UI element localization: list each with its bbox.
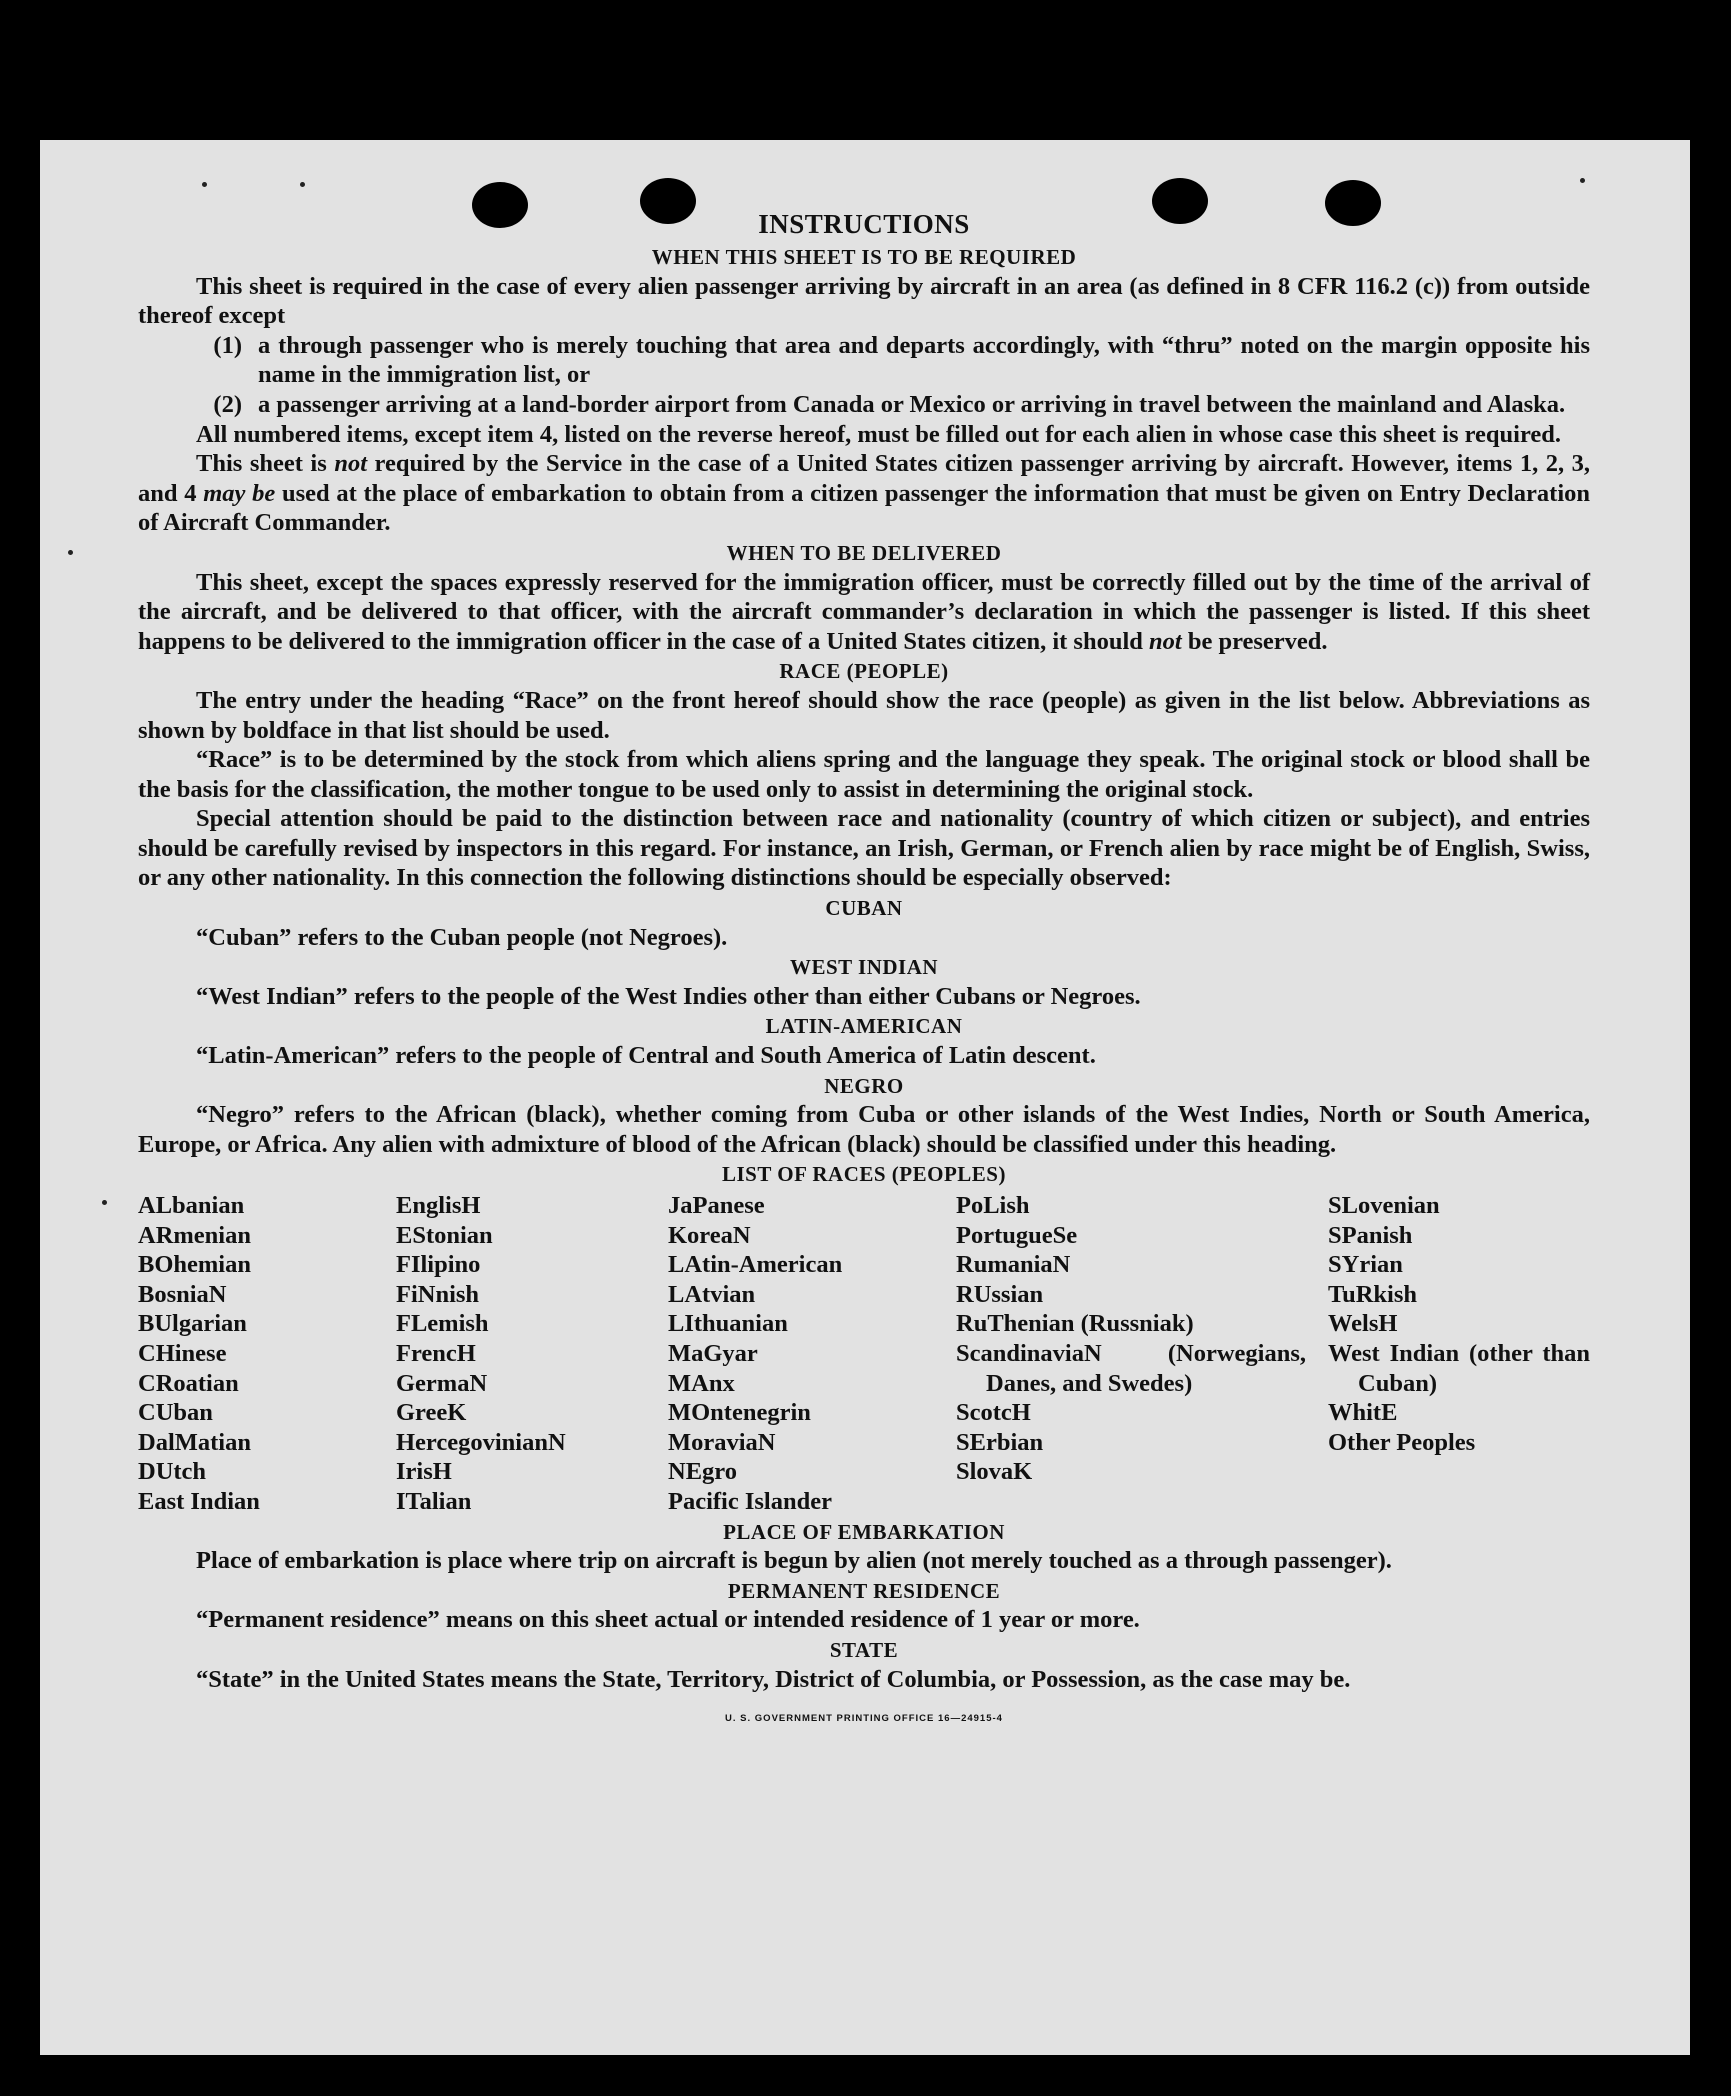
race-item: DalMatian	[138, 1428, 251, 1456]
speck	[1580, 178, 1585, 183]
race-item: PoLish	[956, 1192, 1030, 1219]
race-item: JaPanese	[668, 1192, 765, 1219]
race-item: ALbanian	[138, 1192, 245, 1219]
exception-item	[138, 331, 1590, 390]
paragraph: “Cuban” refers to the Cuban people (not Negroes).	[196, 923, 728, 951]
section-heading: LIST OF RACES (PEOPLES)	[722, 1162, 1006, 1187]
race-column	[1328, 1191, 1590, 1517]
race-item: RuThenian (Russniak)	[956, 1310, 1194, 1338]
section-heading: LATIN-AMERICAN	[765, 1014, 963, 1039]
paragraph: “Permanent residence” means on this sheet actual or intended residence of 1 year or more.	[196, 1606, 1140, 1634]
paragraph: Special attention should be paid to the distinction between race and nationality (country of which citizen or subject), and entries should be carefully revised by inspectors in this regard. For instance, an Irish, German, or French alien by race might be of English, Swiss, or any other nationality. In this connection the following distinctions should be especially observed:	[138, 805, 1590, 892]
race-item: ScandinaviaN (Norwegians, Danes, and Swedes)	[956, 1339, 1306, 1397]
race-item: CUban	[138, 1399, 213, 1427]
race-item: FIlipino	[396, 1251, 481, 1279]
race-item: CHinese	[138, 1339, 227, 1367]
race-item: HercegovinianN	[396, 1428, 566, 1456]
section-heading: WHEN THIS SHEET IS TO BE REQUIRED	[651, 245, 1077, 269]
race-item: SLovenian	[1328, 1192, 1440, 1219]
section-heading: PERMANENT RESIDENCE	[727, 1578, 1001, 1603]
race-item: EnglisH	[396, 1192, 481, 1219]
race-item: East Indian	[138, 1487, 260, 1515]
section-heading: NEGRO	[824, 1073, 904, 1098]
section-heading: CUBAN	[825, 896, 903, 921]
race-item: WelsH	[1328, 1310, 1398, 1338]
paragraph: The entry under the heading “Race” on the front hereof should show the race (people) as given in the list below. Abbreviations as shown by boldface in that list should be used.	[138, 686, 1590, 744]
instructions-content	[138, 206, 1590, 1734]
document-sheet	[40, 140, 1690, 2055]
race-item: GreeK	[396, 1399, 467, 1427]
paragraph: “West Indian” refers to the people of the West Indies other than either Cubans or Negroes.	[196, 982, 1141, 1010]
race-item: SErbian	[956, 1428, 1044, 1456]
race-item: DUtch	[138, 1458, 207, 1486]
race-list	[138, 1191, 1590, 1517]
printer-imprint: U. S. GOVERNMENT PRINTING OFFICE 16—24915-4	[725, 1713, 1003, 1725]
race-item: MoraviaN	[668, 1428, 776, 1456]
race-item: FrencH	[396, 1339, 476, 1367]
race-item: West Indian (other than Cuban)	[1328, 1339, 1590, 1397]
race-item: RumaniaN	[956, 1251, 1071, 1279]
race-item: GermaN	[396, 1369, 488, 1397]
race-item: TuRkish	[1328, 1280, 1418, 1308]
paragraph: This sheet is required in the case of every alien passenger arriving by aircraft in an area (as defined in 8 CFR 116.2 (c)) from outside thereof except	[138, 272, 1590, 330]
speck	[102, 1200, 107, 1205]
race-item: Pacific Islander	[668, 1487, 832, 1515]
section-heading: WEST INDIAN	[789, 955, 939, 980]
race-item: LIthuanian	[668, 1310, 788, 1338]
race-item: BOhemian	[138, 1251, 251, 1279]
paragraph: “Latin-American” refers to the people of Central and South America of Latin descent.	[196, 1042, 1096, 1070]
race-item: EStonian	[396, 1221, 493, 1249]
speck	[68, 550, 73, 555]
race-item: MAnx	[668, 1369, 735, 1397]
race-column	[138, 1191, 396, 1517]
race-item: LAtvian	[668, 1280, 756, 1308]
paragraph: All numbered items, except item 4, listed on the reverse hereof, must be filled out for each alien in whose case this sheet is required.	[196, 420, 1562, 448]
race-item: LAtin-American	[668, 1251, 843, 1279]
section-heading: STATE	[829, 1637, 899, 1662]
speck	[202, 182, 207, 187]
race-item: ARmenian	[138, 1221, 251, 1249]
race-item: ITalian	[396, 1487, 472, 1515]
race-item: Other Peoples	[1328, 1428, 1476, 1456]
paragraph: Place of embarkation is place where trip on aircraft is begun by alien (not merely touched as a through passenger).	[196, 1547, 1392, 1575]
race-column	[396, 1191, 668, 1517]
item-text: a through passenger who is merely touching that area and departs accordingly, with “thru” noted on the margin opposite his name in the immigration list, or	[258, 331, 1590, 389]
item-number: (2)	[213, 390, 242, 418]
race-item: KoreaN	[668, 1221, 751, 1249]
race-item: FiNnish	[396, 1280, 480, 1308]
exception-item	[138, 390, 1590, 420]
race-item: SlovaK	[956, 1458, 1033, 1486]
section-heading: RACE (PEOPLE)	[779, 659, 949, 684]
race-item: FLemish	[396, 1310, 489, 1338]
race-item: SPanish	[1328, 1221, 1413, 1249]
page-title: INSTRUCTIONS	[758, 209, 970, 239]
paragraph: “Negro” refers to the African (black), whether coming from Cuba or other islands of the West Indies, North or South America, Europe, or Africa. Any alien with admixture of blood of the African (black) should be classified under this heading.	[138, 1101, 1590, 1158]
race-column	[668, 1191, 956, 1517]
race-item: BosniaN	[138, 1280, 227, 1308]
item-number: (1)	[213, 331, 242, 359]
paragraph: “Race” is to be determined by the stock from which aliens spring and the language they speak. The original stock or blood shall be the basis for the classification, the mother tongue to be used only to assist in determining the original stock.	[138, 746, 1590, 803]
item-text: a passenger arriving at a land-border airport from Canada or Mexico or arriving in travel between the mainland and Alaska.	[258, 390, 1566, 418]
paragraph: This sheet, except the spaces expressly reserved for the immigration officer, must be correctly filled out by the time of the arrival of the aircraft, and be delivered to that officer, with the aircraft commander’s declaration in which the passenger is listed. If this sheet happens to be delivered to the immigration officer in the case of a United States citizen, it should not be preserved.	[138, 568, 1590, 655]
race-item: WhitE	[1328, 1399, 1398, 1427]
section-heading: PLACE OF EMBARKATION	[723, 1519, 1005, 1544]
race-item: IrisH	[396, 1458, 452, 1486]
race-item: SYrian	[1328, 1251, 1403, 1279]
paragraph: This sheet is not required by the Service in the case of a United States citizen passenger arriving by aircraft. However, items 1, 2, 3, and 4 may be used at the place of embarkation to obtain from a citizen passenger the information that must be given on Entry Declaration of Aircraft Commander.	[138, 450, 1591, 537]
race-item: MOntenegrin	[668, 1399, 811, 1427]
race-item: ScotcH	[956, 1399, 1031, 1427]
race-item: MaGyar	[668, 1339, 758, 1367]
race-item: CRoatian	[138, 1369, 239, 1397]
paragraph: “State” in the United States means the State, Territory, District of Columbia, or Possession, as the case may be.	[196, 1665, 1351, 1693]
race-column	[956, 1191, 1328, 1517]
race-item: PortugueSe	[956, 1221, 1078, 1249]
section-heading: WHEN TO BE DELIVERED	[726, 540, 1002, 565]
race-item: BUlgarian	[138, 1310, 247, 1338]
race-item: NEgro	[668, 1458, 737, 1486]
speck	[300, 182, 305, 187]
race-item: RUssian	[956, 1280, 1044, 1308]
